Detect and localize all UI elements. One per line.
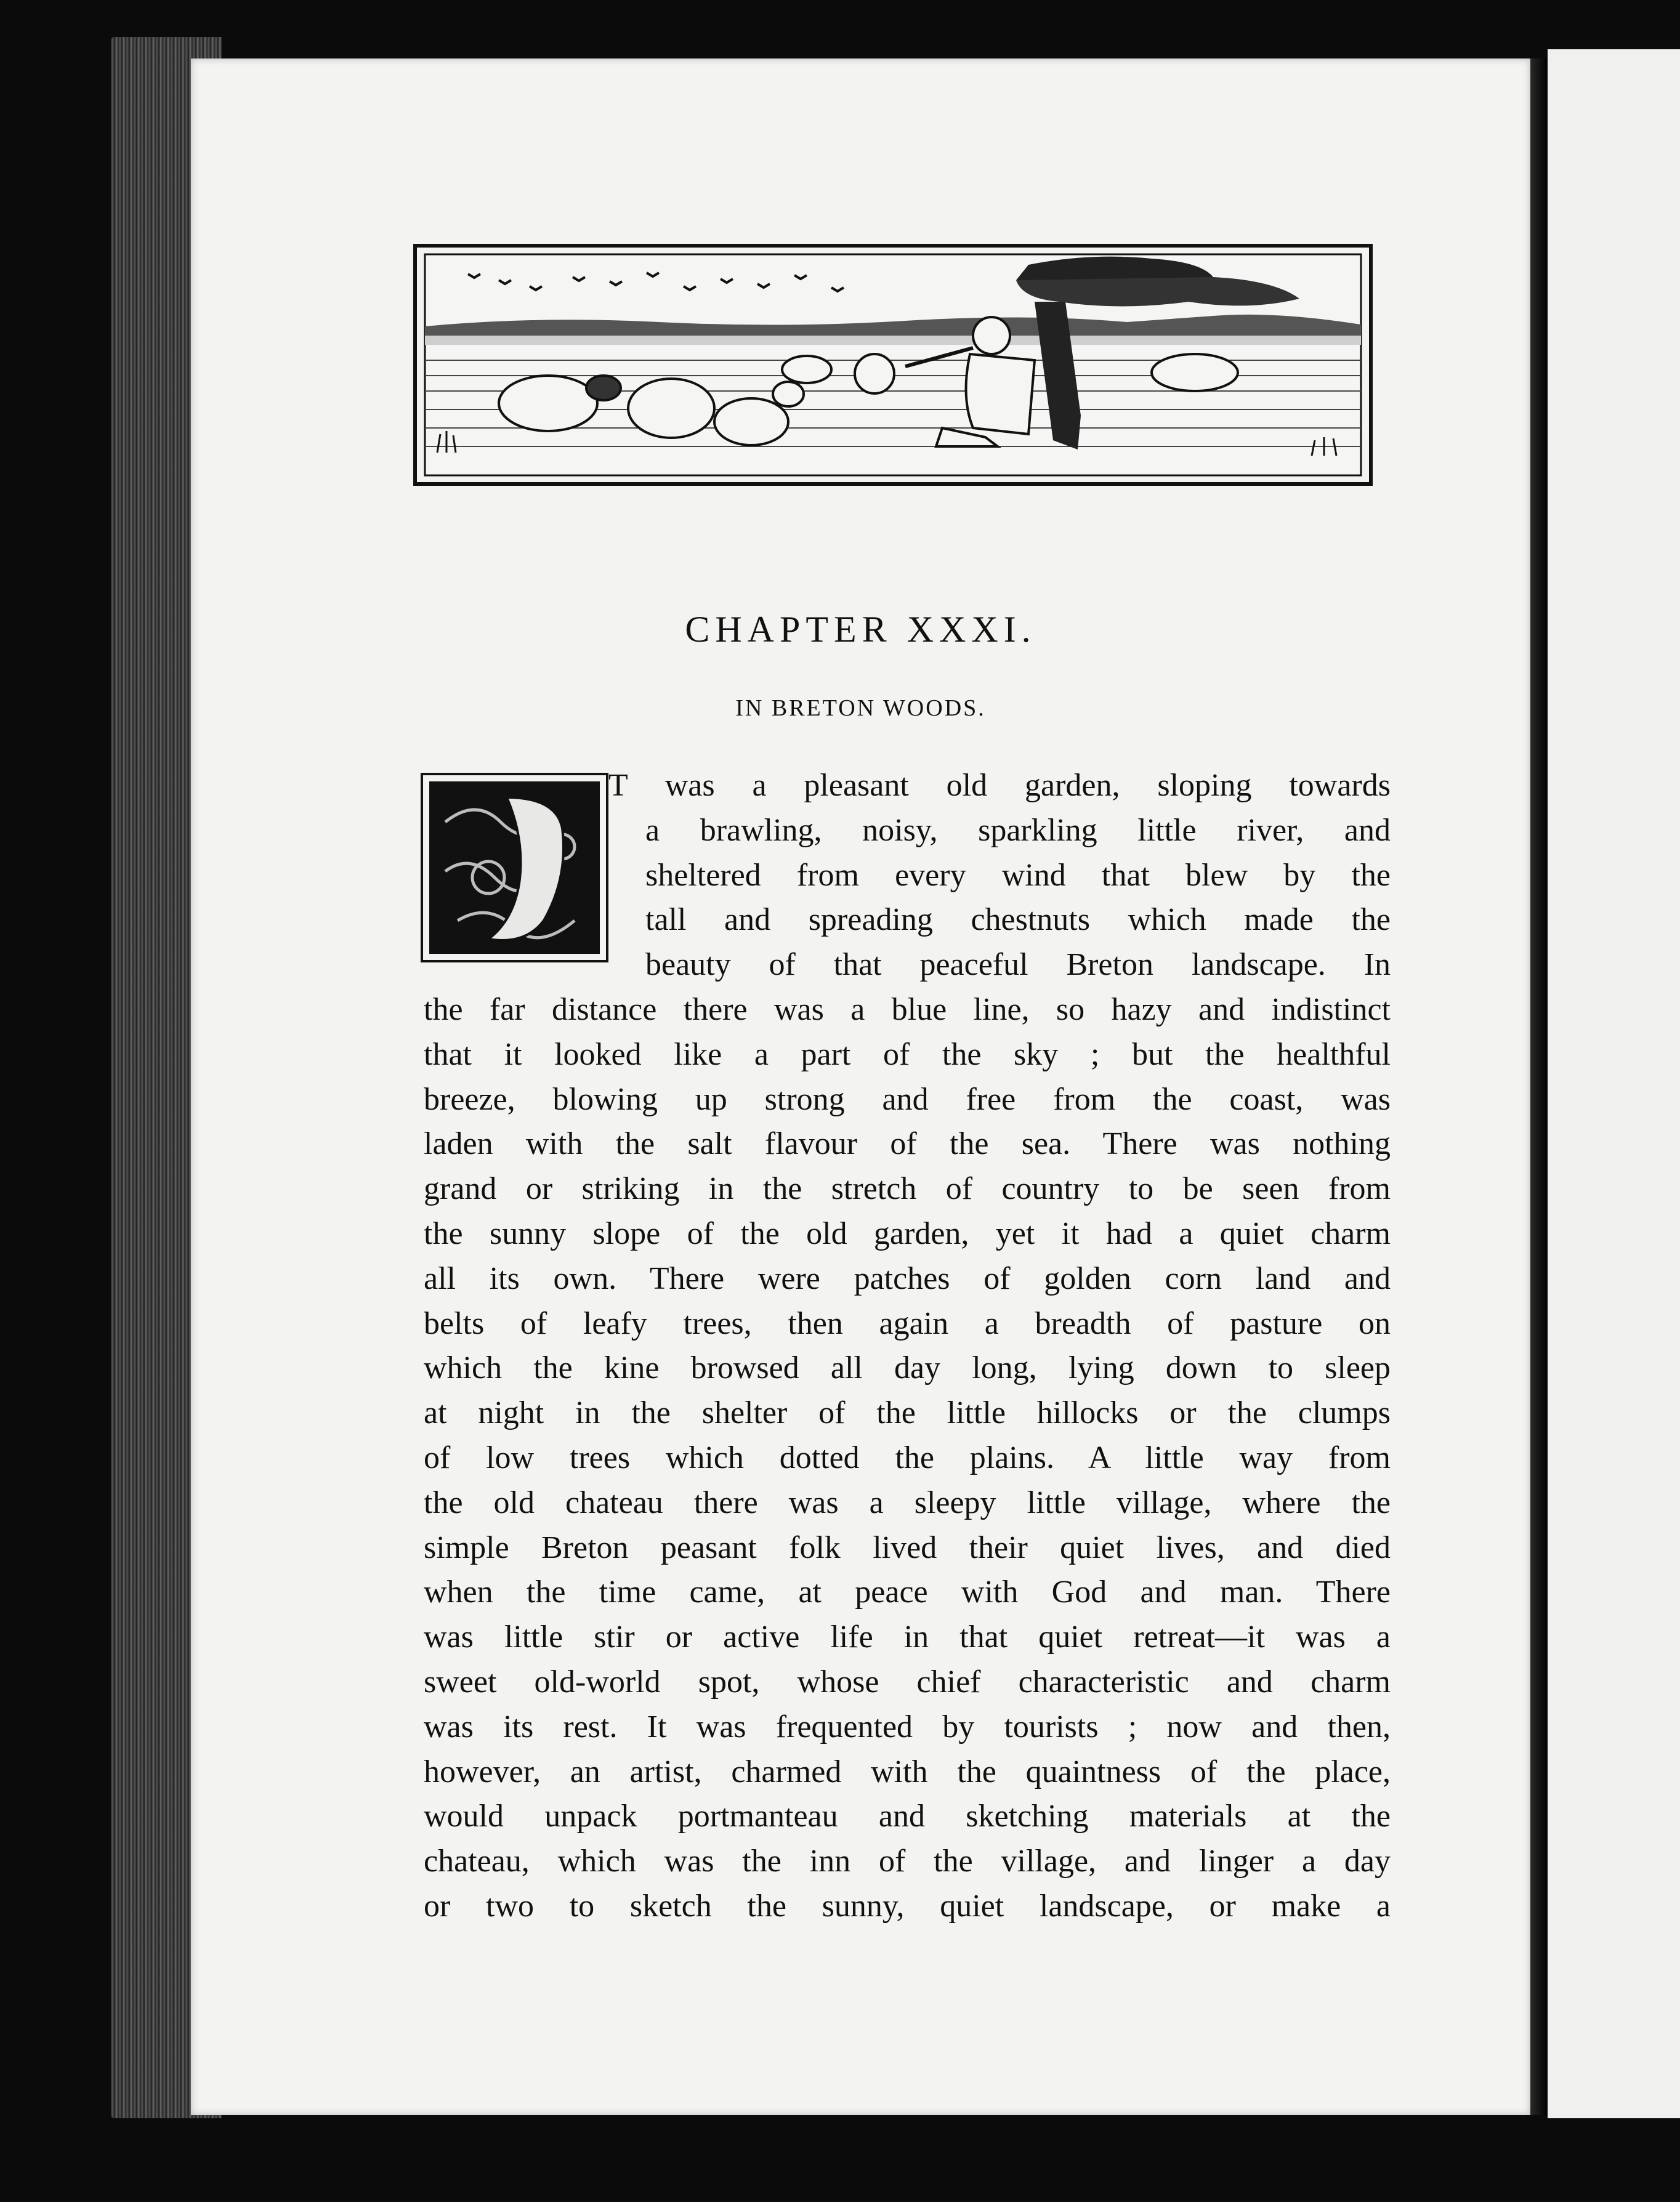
text-line: T was a pleasant old garden, sloping towards: [608, 768, 1391, 803]
text-line: which the kine browsed all day long, lying down to sleep: [424, 1350, 1391, 1386]
text-line: sheltered from every wind that blew by the: [645, 857, 1391, 893]
text-line: breeze, blowing up strong and free from the coast, was: [424, 1081, 1391, 1117]
text-line: sweet old-world spot, whose chief characteristic and charm: [424, 1664, 1391, 1700]
text-line: belts of leafy trees, then again a breadth of pasture on: [424, 1305, 1391, 1341]
text-line: grand or striking in the stretch of country to be seen from: [424, 1171, 1391, 1207]
text-line: tall and spreading chestnuts which made the: [645, 902, 1391, 938]
text-line: all its own. There were patches of golden corn land and: [424, 1260, 1391, 1296]
text-line: laden with the salt flavour of the sea. There was nothing: [424, 1126, 1391, 1162]
chapter-title: CHAPTER XXXI.: [685, 609, 1036, 650]
text-line: was its rest. It was frequented by tourists ; now and then,: [424, 1709, 1391, 1744]
facing-page-edge: [1548, 49, 1680, 2118]
text-line: of low trees which dotted the plains. A little way from: [424, 1440, 1391, 1475]
text-line: however, an artist, charmed with the quaintness of the place,: [424, 1754, 1391, 1789]
text-line: simple Breton peasant folk lived their quiet lives, and died: [424, 1530, 1391, 1565]
text-line: beauty of that peaceful Breton landscape. In: [645, 947, 1391, 983]
text-line: chateau, which was the inn of the village, and linger a day: [424, 1844, 1391, 1879]
text-line: or two to sketch the sunny, quiet landscape, or make a: [424, 1888, 1391, 1924]
text-line: the old chateau there was a sleepy little village, where the: [424, 1485, 1391, 1520]
text-line: that it looked like a part of the sky ; but the healthful: [424, 1036, 1391, 1072]
book-gutter: [1530, 58, 1548, 2115]
chapter-subtitle: IN BRETON WOODS.: [735, 695, 986, 721]
text-line: the far distance there was a blue line, so hazy and indistinct: [424, 991, 1391, 1027]
text-line: a brawling, noisy, sparkling little river, and: [645, 812, 1391, 848]
text-line: when the time came, at peace with God and man. There: [424, 1575, 1391, 1610]
chapter-banner-illustration: [413, 243, 1373, 486]
text-line: would unpack portmanteau and sketching materials at the: [424, 1799, 1391, 1834]
text-line: at night in the shelter of the little hillocks or the clumps: [424, 1395, 1391, 1431]
text-line: was little stir or active life in that quiet retreat—it was a: [424, 1619, 1391, 1655]
body-text: [424, 764, 1391, 1929]
text-line: the sunny slope of the old garden, yet it had a quiet charm: [424, 1216, 1391, 1251]
